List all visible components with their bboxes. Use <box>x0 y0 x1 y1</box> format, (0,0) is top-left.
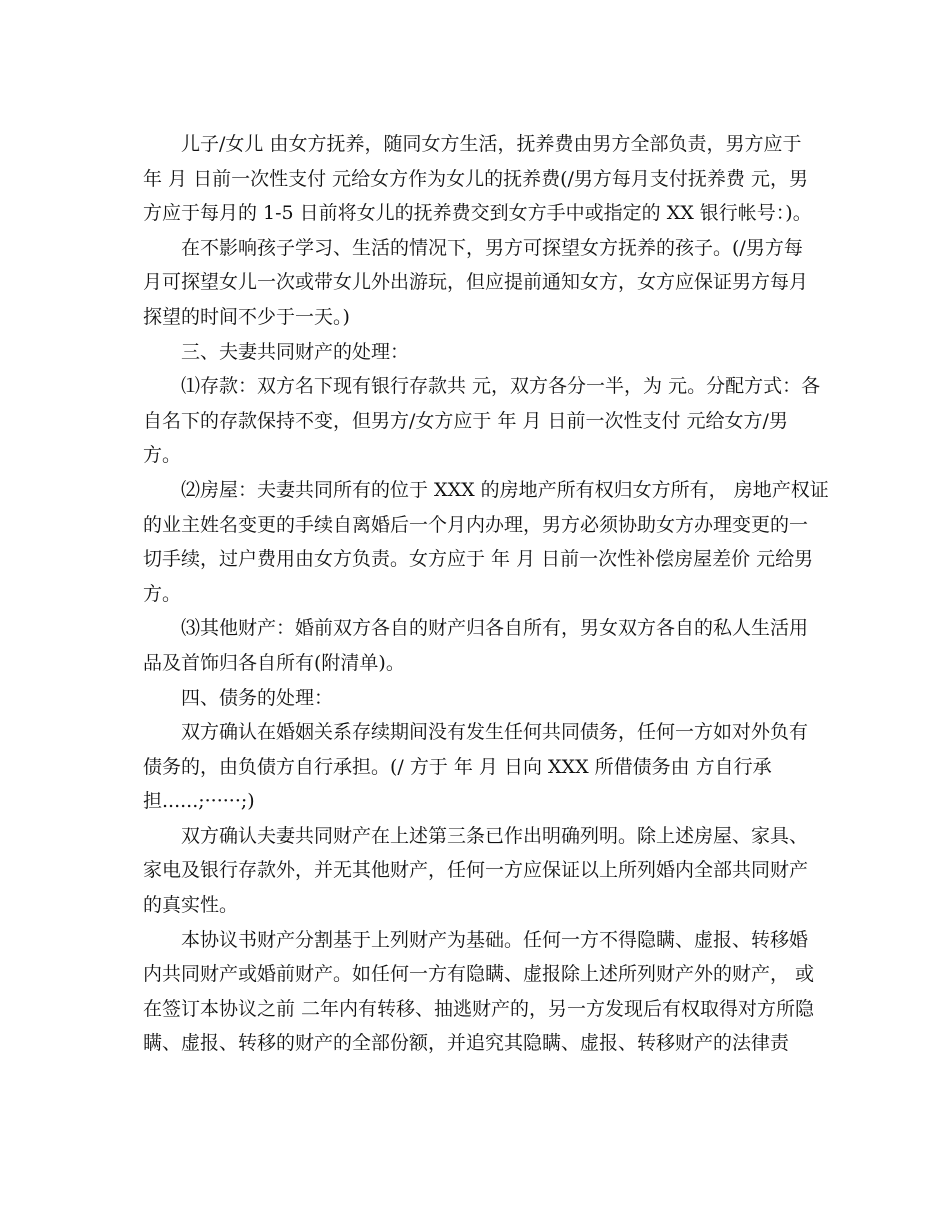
text-line: 本协议书财产分割基于上列财产为基础。任何一方不得隐瞒、虚报、转移婚 <box>181 928 809 951</box>
text-line: 债务的，由负债方自行承担。(/ 方于 年 月 日向 XXX 所借债务由 方自行承 <box>143 755 772 778</box>
paragraph-other-property <box>143 611 807 680</box>
paragraph-house <box>143 473 829 611</box>
paragraph-debts <box>143 715 807 819</box>
paragraph-child-custody <box>143 127 812 231</box>
text-line: 方应于每月的 1-5 日前将女儿的抚养费交到女方手中或指定的 XX 银行帐号：)。 <box>143 202 812 225</box>
text-line: 的业主姓名变更的手续自离婚后一个月内办理，男方必须协助女方办理变更的一 <box>143 513 809 536</box>
text-line: ⑶其他财产：婚前双方各自的财产归各自所有，男女双方各自的私人生活用 <box>181 617 809 640</box>
text-line: 探望的时间不少于一天。) <box>143 305 350 328</box>
text-line: 双方确认夫妻共同财产在上述第三条已作出明确列明。除上述房屋、家具、 <box>181 824 809 847</box>
paragraph-deposits <box>143 369 821 473</box>
text-line: 自名下的存款保持不变，但男方/女方应于 年 月 日前一次性支付 元给女方/男 <box>143 409 788 432</box>
text-line: 方。 <box>143 444 182 467</box>
text-line: 儿子/女儿 由女方抚养，随同女方生活，抚养费由男方全部负责，男方应于 <box>181 133 802 155</box>
text-line: 年 月 日前一次性支付 元给女方作为女儿的抚养费(/男方每月支付抚养费 元，男 <box>143 167 808 190</box>
section-heading: 四、债务的处理： <box>181 686 334 709</box>
section-heading-debts <box>143 681 807 716</box>
text-line: 品及首饰归各自所有(附清单)。 <box>143 651 405 674</box>
text-line: 瞒、虚报、转移的财产的全部份额，并追究其隐瞒、虚报、转移财产的法律责 <box>143 1032 790 1055</box>
text-line: ⑵房屋：夫妻共同所有的位于 XXX 的房地产所有权归女方所有， 房地产权证 <box>181 478 829 501</box>
text-line: 方。 <box>143 582 182 605</box>
text-line: 担......;······;) <box>143 790 255 813</box>
paragraph-concealment <box>143 923 815 1061</box>
text-line: 月可探望女儿一次或带女儿外出游玩，但应提前通知女方，女方应保证男方每月 <box>143 271 809 294</box>
text-line: 的真实性。 <box>143 894 239 917</box>
section-heading-property <box>143 335 807 370</box>
text-line: 双方确认在婚姻关系存续期间没有发生任何共同债务，任何一方如对外负有 <box>181 721 809 744</box>
paragraph-visitation <box>143 231 807 335</box>
text-line: 内共同财产或婚前财产。如任何一方有隐瞒、虚报除上述所列财产外的财产， 或 <box>143 963 815 986</box>
document-body <box>143 127 829 1061</box>
text-line: 在不影响孩子学习、生活的情况下，男方可探望女方抚养的孩子。(/男方每 <box>181 236 803 259</box>
text-line: 切手续，过户费用由女方负责。女方应于 年 月 日前一次性补偿房屋差价 元给男 <box>143 548 814 571</box>
paragraph-property-confirmation <box>143 819 807 923</box>
text-line: 家电及银行存款外，并无其他财产，任何一方应保证以上所列婚内全部共同财产 <box>143 859 809 882</box>
section-heading: 三、夫妻共同财产的处理： <box>181 340 410 363</box>
text-line: ⑴存款：双方名下现有银行存款共 元，双方各分一半，为 元。分配方式：各 <box>181 375 821 398</box>
text-line: 在签订本协议之前 二年内有转移、抽逃财产的，另一方发现后有权取得对方所隐 <box>143 997 815 1020</box>
